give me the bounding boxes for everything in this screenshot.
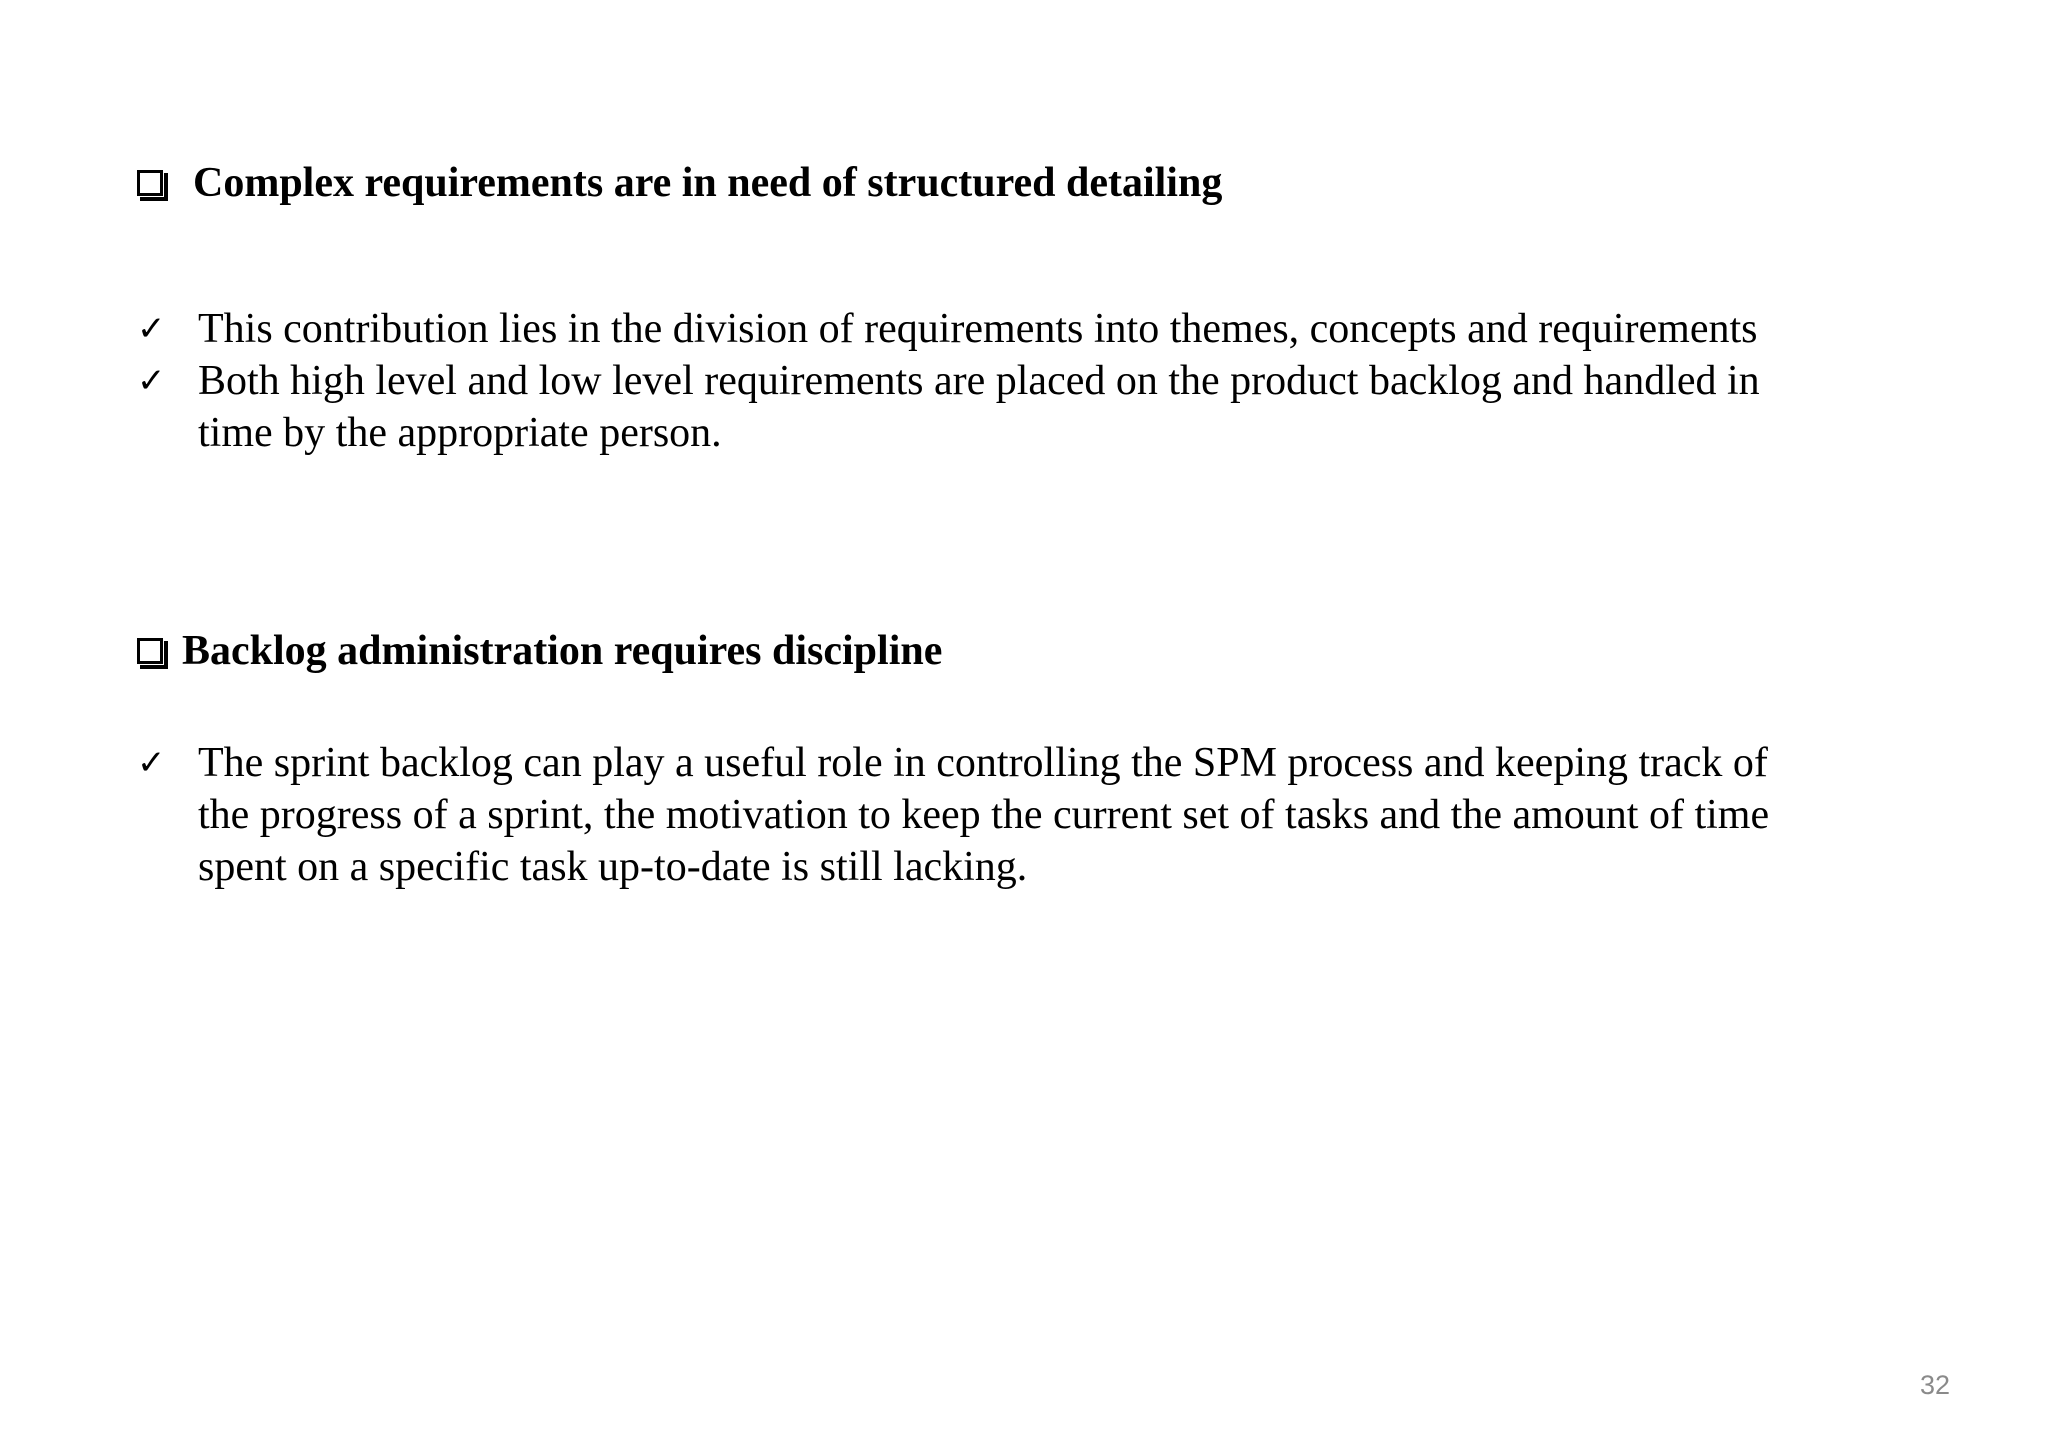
checkmark-icon: ✓: [137, 361, 166, 401]
page-number: 32: [1919, 1370, 1950, 1400]
section-heading-backlog-administration: [137, 630, 942, 672]
checkbox-square-icon: [137, 170, 163, 196]
list-item-text: Both high level and low level requirements are placed on the product backlog and handled in time by the appropriate person.: [198, 358, 1760, 456]
list-item-text: This contribution lies in the division of requirements into themes, concepts and requirements: [198, 306, 1758, 352]
section-heading-text: Backlog administration requires discipline: [182, 628, 943, 674]
checkbox-square-icon: [137, 638, 163, 664]
list-item-text: The sprint backlog can play a useful role in controlling the SPM process and keeping track of the progress of a sprint, the motivation to keep the current set of tasks and the amount of time spent on a specific task up-to-date is still lacking.: [198, 740, 1770, 890]
list-item: [137, 303, 1837, 355]
section-heading-complex-requirements: [137, 162, 1222, 204]
checkmark-icon: ✓: [137, 309, 166, 349]
list-item: [137, 737, 1837, 893]
section-heading-text: Complex requirements are in need of structured detailing: [193, 160, 1223, 206]
checkmark-icon: ✓: [137, 743, 166, 783]
list-item: [137, 355, 1837, 459]
